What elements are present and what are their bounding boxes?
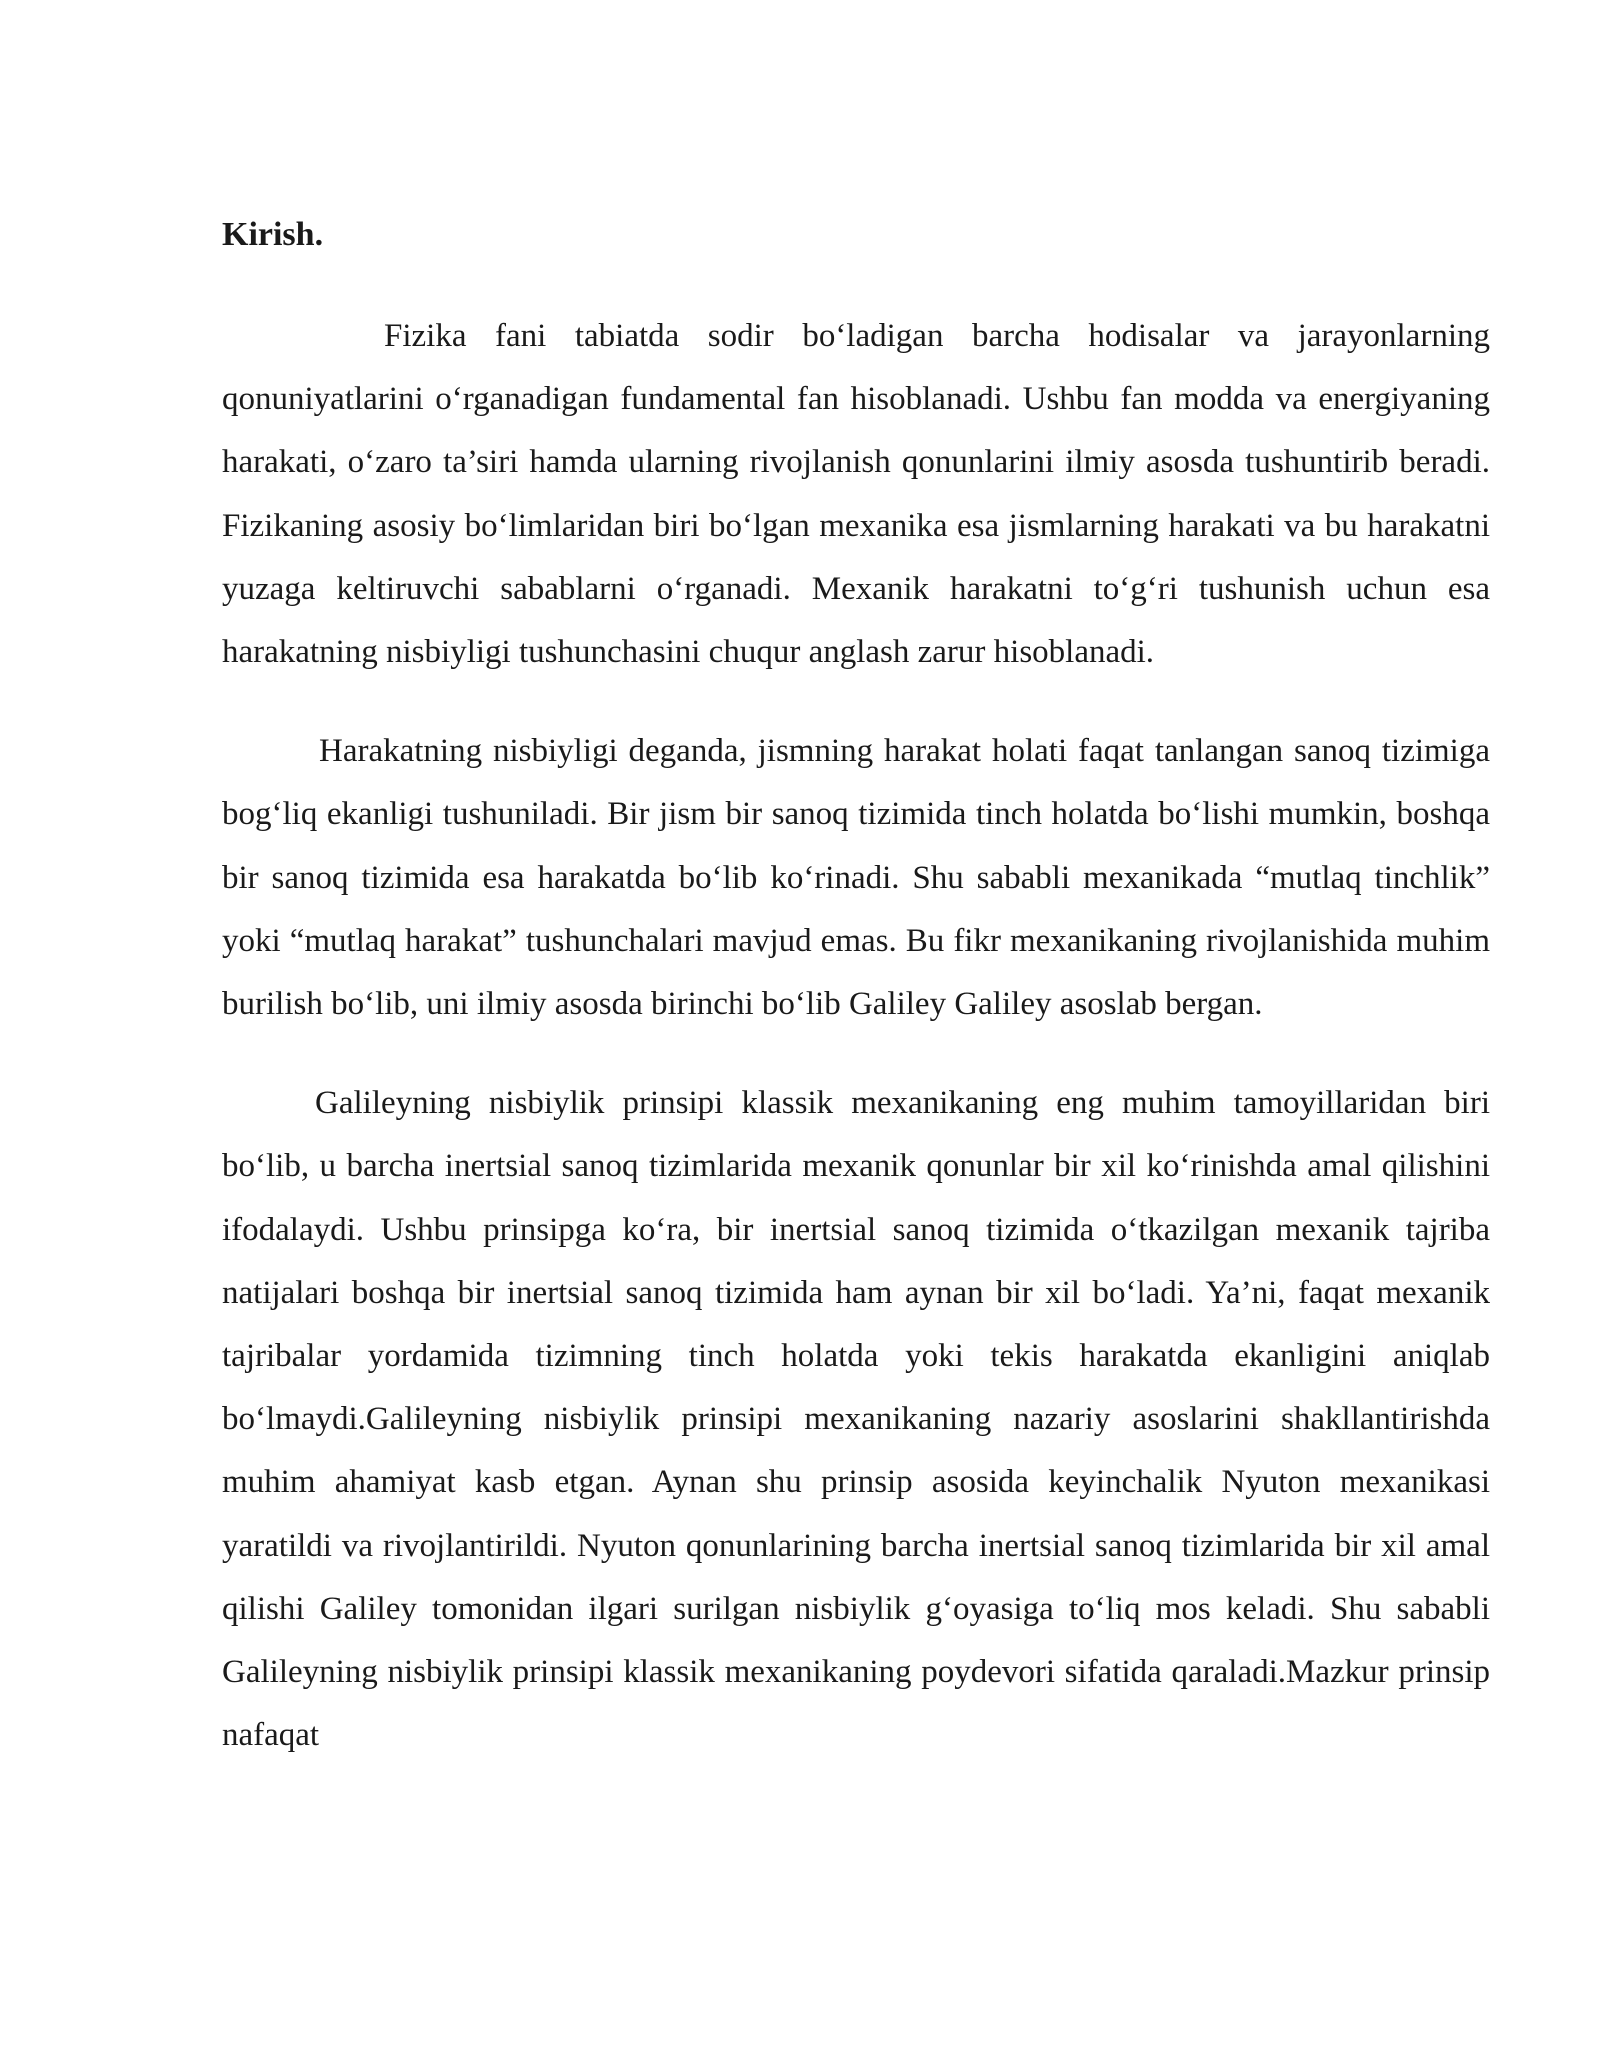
section-heading: Kirish.: [222, 216, 324, 253]
paragraph-relativity: Harakatning nisbiyligi deganda, jismning harakat holati faqat tanlangan sanoq tizimiga bog‘liq ekanligi tushuniladi. Bir jism bir sanoq tizimida tinch holatda bo‘lishi mumkin, boshqa bir sanoq tizimida esa harakatda bo‘lib ko‘rinadi. Shu sababli mexanikada “mutlaq tinchlik” yoki “mutlaq harakat” tushunchalari mavjud emas. Bu fikr mexanikaning rivojlanishida muhim burilish bo‘lib, uni ilmiy asosda birinchi bo‘lib Galiley Galiley asoslab bergan.: [222, 733, 1490, 1023]
page-content: [222, 205, 1490, 1767]
paragraph-intro: Fizika fani tabiatda sodir bo‘ladigan barcha hodisalar va jarayonlarning qonuniyatlarini o‘rganadigan fundamental fan hisoblanadi. Ushbu fan modda va energiyaning harakati, o‘zaro ta’siri hamda ularning rivojlanish qonunlarini ilmiy asosda tushuntirib beradi. Fizikaning asosiy bo‘limlaridan biri bo‘lgan mexanika esa jismlarning harakati va bu harakatni yuzaga keltiruvchi sabablarni o‘rganadi. Mexanik harakatni to‘g‘ri tushunish uchun esa harakatning nisbiyligi tushunchasini chuqur anglash zarur hisoblanadi.: [222, 318, 1490, 671]
paragraph-galilean-principle: Galileyning nisbiylik prinsipi klassik mexanikaning eng muhim tamoyillaridan biri bo‘lib, u barcha inertsial sanoq tizimlarida mexanik qonunlar bir xil ko‘rinishda amal qilishini ifodalaydi. Ushbu prinsipga ko‘ra, bir inertsial sanoq tizimida o‘tkazilgan mexanik tajriba natijalari boshqa bir inertsial sanoq tizimida ham aynan bir xil bo‘ladi. Ya’ni, faqat mexanik tajribalar yordamida tizimning tinch holatda yoki tekis harakatda ekanligini aniqlab bo‘lmaydi.Galileyning nisbiylik prinsipi mexanikaning nazariy asoslarini shakllantirishda muhim ahamiyat kasb etgan. Aynan shu prinsip asosida keyinchalik Nyuton mexanikasi yaratildi va rivojlantirildi. Nyuton qonunlarining barcha inertsial sanoq tizimlarida bir xil amal qilishi Galiley tomonidan ilgari surilgan nisbiylik g‘oyasiga to‘liq mos keladi. Shu sababli Galileyning nisbiylik prinsipi klassik mexanikaning poydevori sifatida qaraladi.Mazkur prinsip nafaqat: [222, 1085, 1490, 1754]
